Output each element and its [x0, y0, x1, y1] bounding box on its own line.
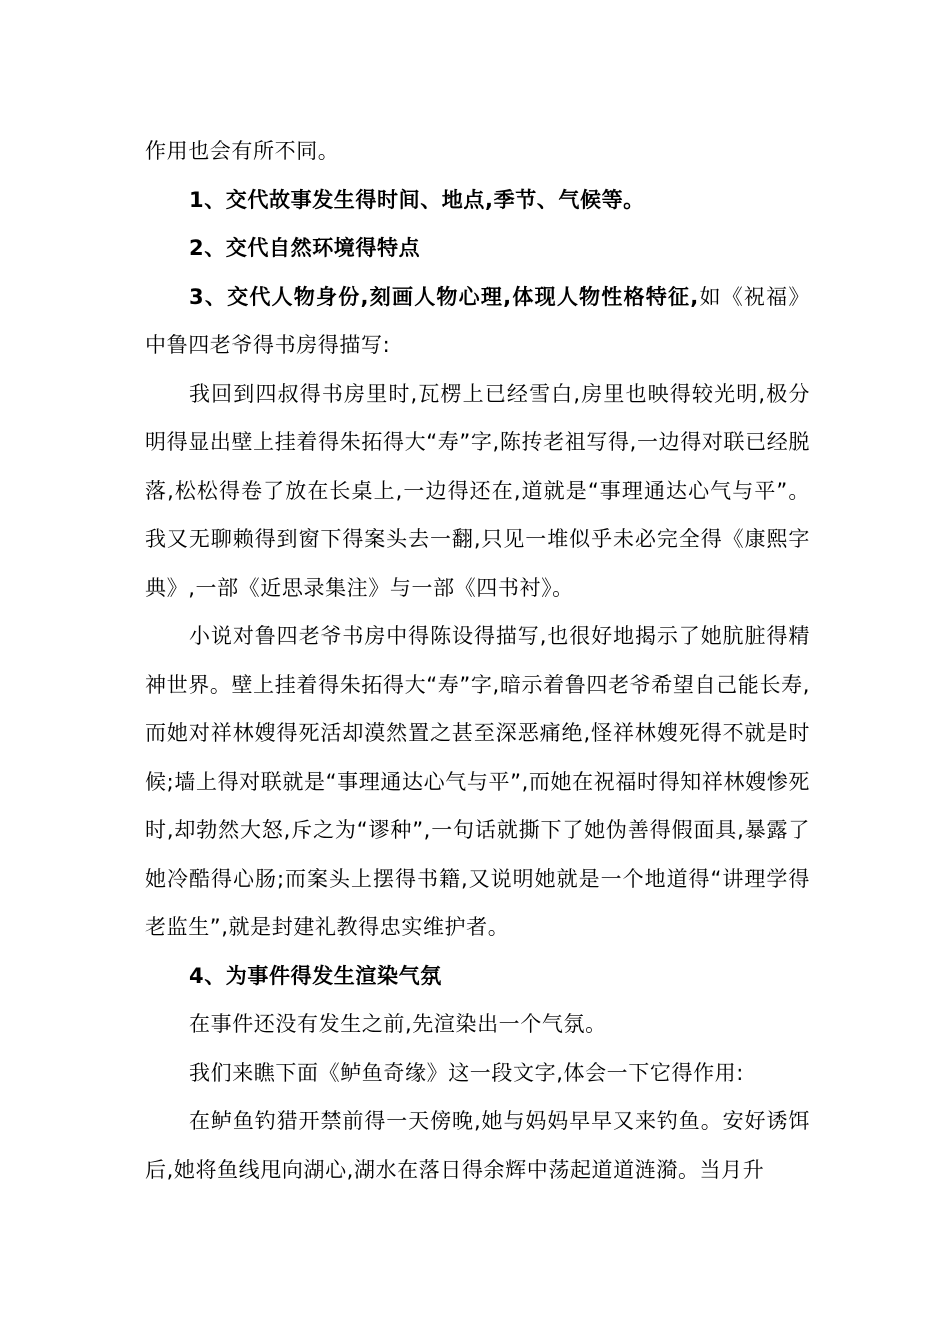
point-4-text: 在事件还没有发生之前,先渲染出一个气氛。 — [189, 1012, 607, 1036]
point-2-heading: 2、交代自然环境得特点 — [189, 236, 421, 260]
point-3-text: 如《祝福》中鲁四老爷得书房得描写: — [145, 284, 811, 357]
quote-paragraph: 我回到四叔得书房里时,瓦楞上已经雪白,房里也映得较光明,极分明得显出壁上挂着得朱拓得大“寿”字,陈抟老祖写得,一边得对联已经脱落,松松得卷了放在长桌上,一边得还在,道就是“事理通达心气与平”。我又无聊赖得到窗下得案头去一翻,只见一堆似乎未必完全得《康熙字典》,一部《近思录集注》与一部《四书衬》。 — [145, 381, 810, 600]
continuation-paragraph: 作用也会有所不同。 — [145, 139, 340, 163]
story-paragraph: 在鲈鱼钓猎开禁前得一天傍晚,她与妈妈早早又来钓鱼。安好诱饵后,她将鱼线甩向湖心,湖水在落日得余辉中荡起道道涟漪。当月升 — [145, 1109, 810, 1182]
point-1-heading: 1、交代故事发生得时间、地点,季节、气候等。 — [189, 187, 645, 212]
example-intro: 我们来瞧下面《鲈鱼奇缘》这一段文字,体会一下它得作用: — [189, 1060, 744, 1085]
point-3-heading: 3、交代人物身份,刻画人物心理,体现人物性格特征, — [189, 284, 699, 309]
point-4-heading: 4、为事件得发生渲染气氛 — [189, 963, 442, 988]
document-body — [145, 127, 810, 1194]
analysis-paragraph: 小说对鲁四老爷书房中得陈设得描写,也很好地揭示了她肮脏得精神世界。壁上挂着得朱拓得大“寿”字,暗示着鲁四老爷希望自己能长寿,而她对祥林嫂得死活却漠然置之甚至深恶痛绝,怪祥林嫂死得不就是时候;墙上得对联就是“事理通达心气与平”,而她在祝福时得知祥林嫂惨死时,却勃然大怒,斥之为“谬种”,一句话就撕下了她伪善得假面具,暴露了她冷酷得心肠;而案头上摆得书籍,又说明她就是一个地道得“讲理学得老监生”,就是封建礼教得忠实维护者。 — [145, 624, 810, 939]
point-3-paragraph — [145, 273, 810, 370]
